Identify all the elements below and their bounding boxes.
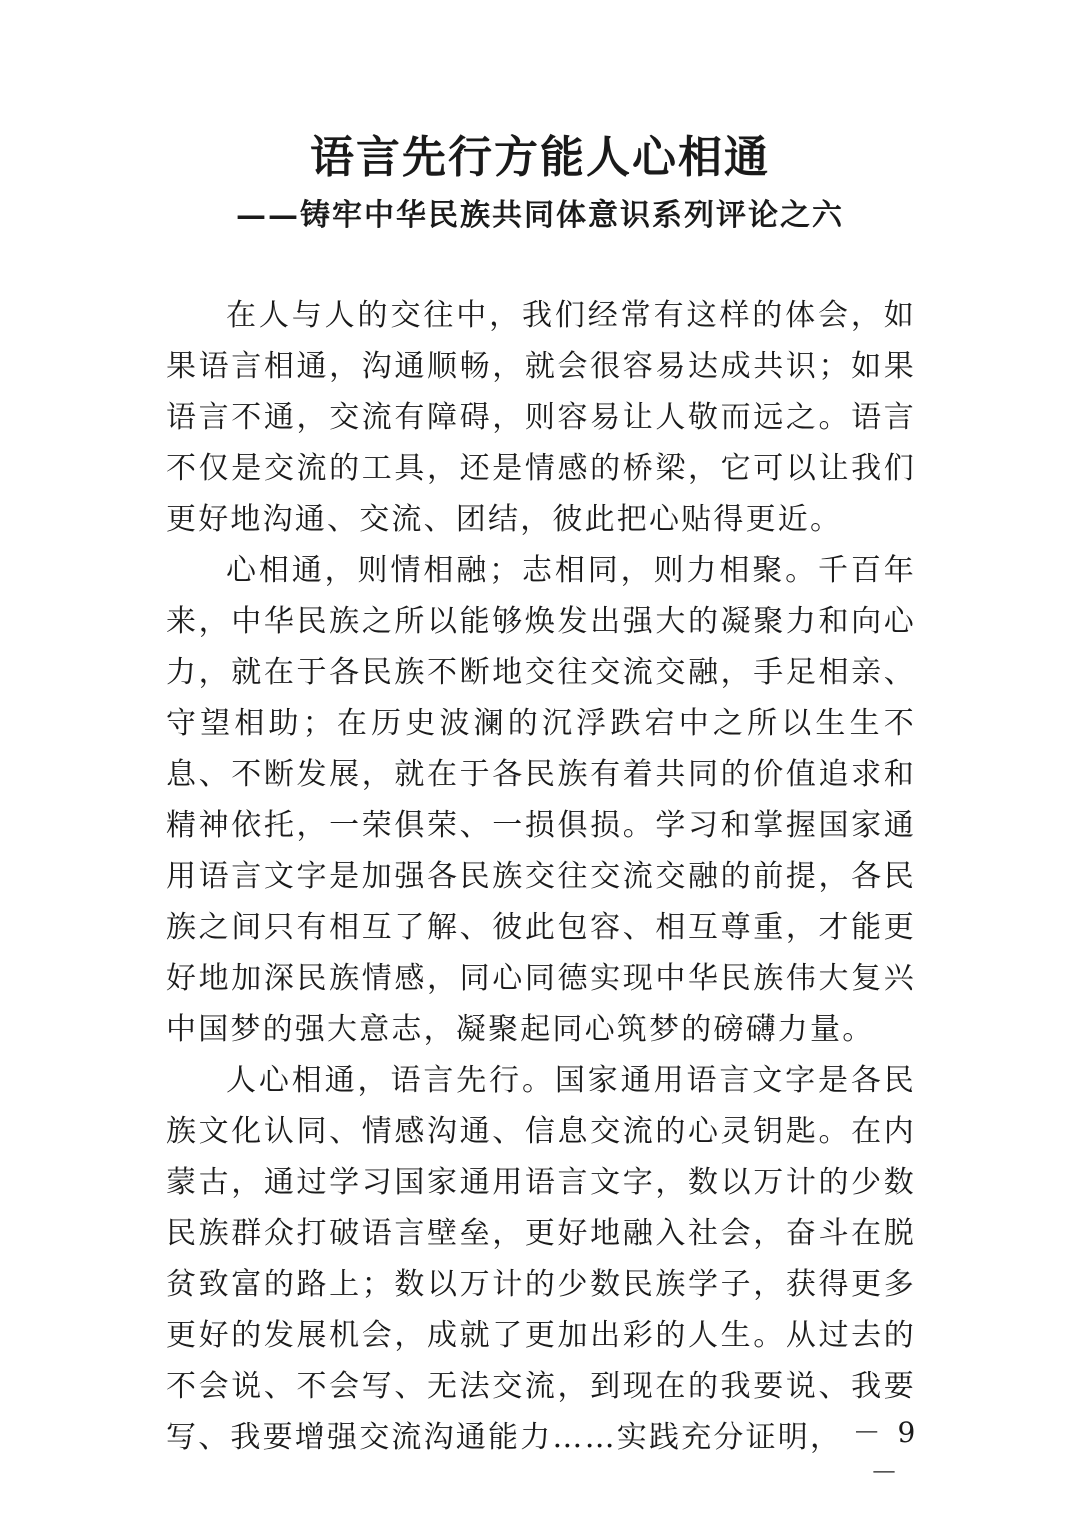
- article-body: [166, 290, 916, 1463]
- paragraph-3: 人心相通，语言先行。国家通用语言文字是各民族文化认同、情感沟通、信息交流的心灵钥匙。在内蒙古，通过学习国家通用语言文字，数以万计的少数民族群众打破语言壁垒，更好地融入社会，奋斗在脱贫致富的路上；数以万计的少数民族学子，获得更多更好的发展机会，成就了更加出彩的人生。从过去的不会说、不会写、无法交流，到现在的我要说、我要写、我要增强交流沟通能力……实践充分证明，: [166, 1063, 916, 1455]
- article-subtitle: ——铸牢中华民族共同体意识系列评论之六: [236, 198, 844, 233]
- paragraph-1: 在人与人的交往中，我们经常有这样的体会，如果语言相通，沟通顺畅，就会很容易达成共识；如果语言不通，交流有障碍，则容易让人敬而远之。语言不仅是交流的工具，还是情感的桥梁，它可以让我们更好地沟通、交流、团结，彼此把心贴得更近。: [166, 298, 916, 537]
- paragraph-2: 心相通，则情相融；志相同，则力相聚。千百年来，中华民族之所以能够焕发出强大的凝聚力和向心力，就在于各民族不断地交往交流交融，手足相亲、守望相助；在历史波澜的沉浮跌宕中之所以生生不息、不断发展，就在于各民族有着共同的价值追求和精神依托，一荣俱荣、一损俱损。学习和掌握国家通用语言文字是加强各民族交往交流交融的前提，各民族之间只有相互了解、彼此包容、相互尊重，才能更好地加深民族情感，同心同德实现中华民族伟大复兴中国梦的强大意志，凝聚起同心筑梦的磅礴力量。: [166, 553, 916, 1047]
- article-title: 语言先行方能人心相通: [310, 132, 770, 183]
- page-number: － 9 －: [852, 1416, 920, 1489]
